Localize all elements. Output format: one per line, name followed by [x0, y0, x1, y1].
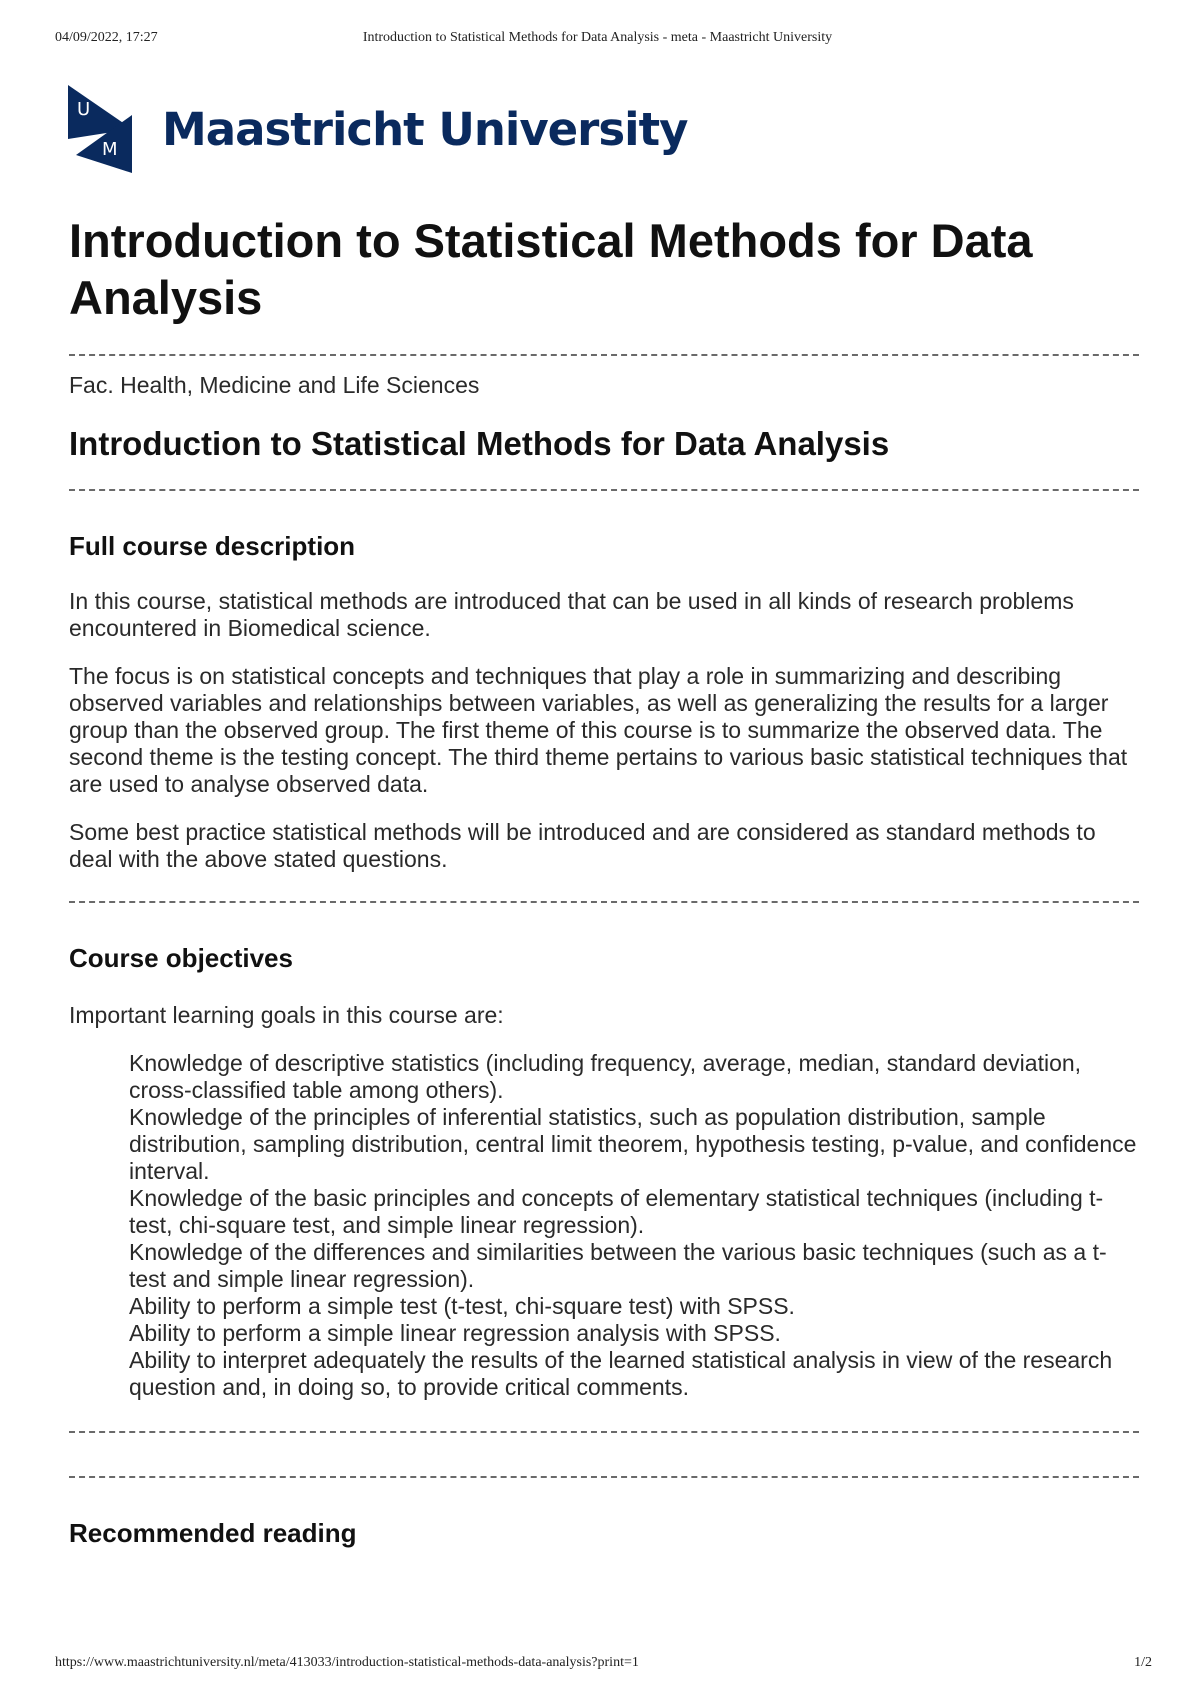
description-paragraph: Some best practice statistical methods will be introduced and are considered as standard methods to deal with the above stated questions. [69, 819, 1096, 872]
page-content [69, 212, 1139, 1549]
print-datetime: 04/09/2022, 17:27 [55, 30, 158, 45]
divider [69, 1476, 1139, 1478]
divider [69, 1431, 1139, 1433]
divider [69, 489, 1139, 491]
page-number: 1/2 [1134, 1655, 1152, 1670]
list-item: Ability to interpret adequately the results of the learned statistical analysis in view of the research question and, in doing so, to provide critical comments. [129, 1347, 1113, 1400]
list-item: Knowledge of the differences and similarities between the various basic techniques (such as a t-test and simple linear regression). [129, 1239, 1107, 1292]
logo-wordmark: Maastricht University [162, 102, 688, 156]
recommended-reading-heading: Recommended reading [69, 1518, 357, 1548]
list-item: Ability to perform a simple test (t-test, chi-square test) with SPSS. [129, 1293, 795, 1319]
objectives-list [69, 1050, 1139, 1401]
page-url-link[interactable]: https://www.maastrichtuniversity.nl/meta/413033/introduction-statistical-methods-data-analysis?print=1 [55, 1655, 639, 1670]
logo-mark-letter-m: M [102, 139, 118, 160]
um-logo-icon [68, 85, 132, 173]
university-logo[interactable] [68, 84, 687, 174]
print-document-title: Introduction to Statistical Methods for Data Analysis - meta - Maastricht University [362, 30, 833, 45]
description-paragraph: The focus is on statistical concepts and techniques that play a role in summarizing and describing observed variables and relationships between variables, as well as generalizing the results for a larger group than the observed group. The first theme of this course is to summarize the observed data. The second theme is the testing concept. The third theme pertains to various basic statistical techniques that are used to analyse observed data. [69, 663, 1128, 797]
full-description-heading: Full course description [69, 531, 356, 561]
objectives-intro: Important learning goals in this course are: [69, 1002, 504, 1028]
divider [69, 354, 1139, 356]
list-item: Knowledge of descriptive statistics (including frequency, average, median, standard deviation, cross-classified table among others). [129, 1050, 1082, 1103]
divider [69, 901, 1139, 903]
print-header [55, 30, 1140, 50]
description-paragraph: In this course, statistical methods are introduced that can be used in all kinds of research problems encountered in Biomedical science. [69, 588, 1074, 641]
page-title: Introduction to Statistical Methods for Data Analysis [69, 214, 1033, 324]
logo-mark-letter-u: U [77, 99, 91, 120]
course-title: Introduction to Statistical Methods for Data Analysis [69, 425, 890, 462]
objectives-heading: Course objectives [69, 943, 293, 973]
list-item: Knowledge of the principles of inferential statistics, such as population distribution, sample distribution, sampling distribution, central limit theorem, hypothesis testing, p-value, and confidence interval. [129, 1104, 1137, 1184]
list-item: Ability to perform a simple linear regression analysis with SPSS. [129, 1320, 781, 1346]
list-item: Knowledge of the basic principles and concepts of elementary statistical techniques (including t-test, chi-square test, and simple linear regression). [129, 1185, 1104, 1238]
faculty-label: Fac. Health, Medicine and Life Sciences [69, 372, 480, 398]
